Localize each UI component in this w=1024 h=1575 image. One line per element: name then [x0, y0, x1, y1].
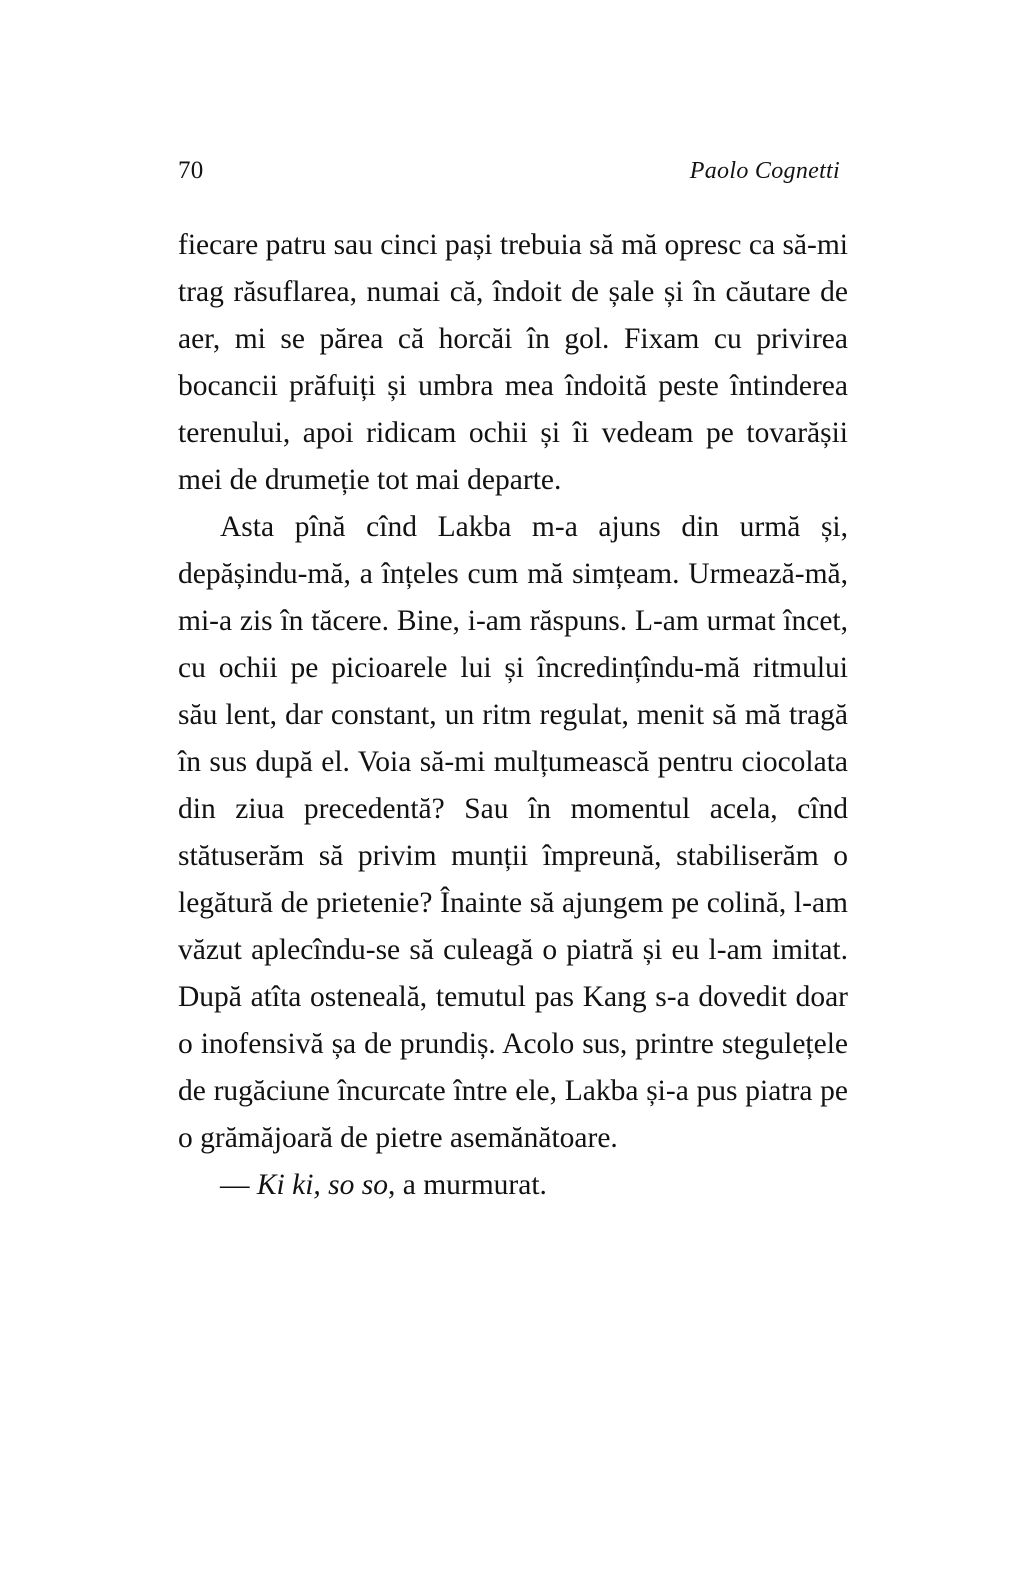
paragraph-2: Asta pînă cînd Lakba m-a ajuns din urmă și, depășindu-mă, a înțeles cum mă simțeam. Urmează-mă, mi-a zis în tăcere. Bine, i-am răspuns. L-am urmat încet, cu ochii pe picioarele lui și încredințîndu-mă ritmului său lent, dar constant, un ritm regulat, menit să mă tragă în sus după el. Voia să-mi mulțumească pentru ciocolata din ziua precedentă? Sau în momentul acela, cînd stătuserăm să privim munții împreună, stabiliserăm o legătură de prietenie? Înainte să ajungem pe colină, l-am văzut aplecîndu-se să culeagă o piatră și eu l-am imitat. După atîta osteneală, temutul pas Kang s-a dovedit doar o inofensivă șa de prundiș. Acolo sus, printre stegulețele de rugăciune încurcate între ele, Lakba și-a pus piatra pe o grămăjoară de pietre asemănătoare. — [178, 511, 848, 1154]
page-header — [178, 158, 846, 183]
dialogue-line — [178, 1162, 848, 1209]
dialogue-dash: — — [220, 1169, 257, 1201]
dialogue-italic-phrase: Ki ki, so so — [256, 1169, 388, 1201]
page-number: 70 — [178, 157, 204, 184]
dialogue-rest: , a murmurat. — [388, 1169, 547, 1201]
page-body — [178, 222, 848, 1209]
running-title: Paolo Cognetti — [689, 158, 840, 184]
paragraph-1: fiecare patru sau cinci pași trebuia să mă opresc ca să-mi trag răsuflarea, numai că, îndoit de șale și în căutare de aer, mi se părea că horcăi în gol. Fixam cu privirea bocancii prăfuiți și umbra mea îndoită peste întinderea terenului, apoi ridicam ochii și îi vedeam pe tovarășii mei de drumeție tot mai departe. — [178, 229, 848, 496]
